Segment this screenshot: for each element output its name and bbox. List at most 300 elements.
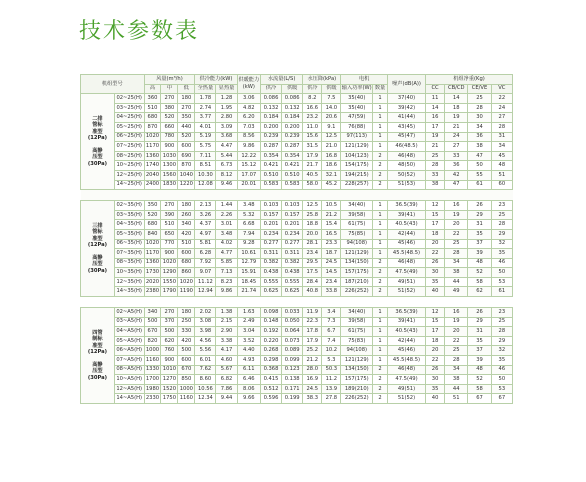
table-cell: 16 <box>426 113 445 123</box>
table-cell: 134(150) <box>341 258 373 268</box>
table-cell: 23 <box>491 201 512 211</box>
table-cell: 52 <box>468 375 491 385</box>
table-cell: 0.421 <box>282 161 303 171</box>
table-cell: 1330 <box>144 365 161 375</box>
table-cell: 520 <box>178 132 195 142</box>
table-cell: 900 <box>161 249 178 259</box>
table-cell: 16.5 <box>322 229 341 239</box>
table-cell: 1 <box>373 220 388 230</box>
table-cell: 39 <box>468 249 491 259</box>
table-cell: 0.201 <box>282 220 303 230</box>
table-cell: 39(58) <box>341 210 373 220</box>
table-cell: 820 <box>144 336 161 346</box>
table-cell: 0.287 <box>282 142 303 152</box>
table-cell: 38 <box>445 375 468 385</box>
table-cell: 1 <box>373 142 388 152</box>
table-cell: 6.28 <box>195 249 216 259</box>
table-cell: 2 <box>373 394 388 404</box>
table-cell: 1220 <box>178 180 195 190</box>
group-label-line: 管标 <box>92 122 103 129</box>
table-cell: 51 <box>491 170 512 180</box>
table-cell: 7.94 <box>237 229 260 239</box>
header-airflow-mid: 中 <box>161 84 178 94</box>
table-cell: 0.239 <box>260 132 281 142</box>
table-cell: 58 <box>468 384 491 394</box>
table-cell: 12 <box>426 201 445 211</box>
group-label-line: (30Pa) <box>87 160 107 167</box>
table-cell: 22 <box>426 249 445 259</box>
table-cell: 46(48) <box>387 258 425 268</box>
table-cell: 260 <box>178 210 195 220</box>
table-cell: 24 <box>491 103 512 113</box>
page-title: 技术参数表 <box>79 19 200 44</box>
table-cell: 39(41) <box>387 210 425 220</box>
table-cell: 0.086 <box>282 94 303 104</box>
table-row <box>81 268 513 278</box>
table-cell: 61 <box>491 287 512 297</box>
table-cell: 52 <box>468 268 491 278</box>
header-water-flow: 水流量(L/S) <box>260 75 302 85</box>
table-cell: 180 <box>178 94 195 104</box>
table-cell: 7.5 <box>322 94 341 104</box>
table-cell: 680 <box>144 113 161 123</box>
table-cell: 50 <box>491 375 512 385</box>
table-cell: 760 <box>161 346 178 356</box>
table-cell: 50(52) <box>387 170 425 180</box>
table-cell: 5.85 <box>216 258 237 268</box>
table-cell: 1790 <box>161 287 178 297</box>
table-cell: 13.9 <box>322 384 341 394</box>
table-cell: 21 <box>445 122 468 132</box>
table-cell: 1 <box>373 103 388 113</box>
header-motor: 电机 <box>341 75 388 85</box>
table-cell: 51(52) <box>387 287 425 297</box>
table-row <box>81 170 513 180</box>
model-cell: 10~A5(H) <box>114 375 144 385</box>
table-cell: 390 <box>161 210 178 220</box>
table-cell: 44 <box>445 384 468 394</box>
header-weight-ceve: CE/VE <box>468 84 491 94</box>
table-cell: 45.2 <box>322 180 341 190</box>
table-cell: 340 <box>178 220 195 230</box>
table-cell: 1190 <box>178 287 195 297</box>
table-cell: 35(40) <box>341 103 373 113</box>
table-cell: 620 <box>161 336 178 346</box>
table-cell: 2 <box>373 384 388 394</box>
table-cell: 30 <box>468 113 491 123</box>
table-cell: 1.78 <box>195 94 216 104</box>
table-cell: 16.6 <box>303 103 322 113</box>
table-cell: 16.8 <box>322 151 341 161</box>
table-cell: 420 <box>178 336 195 346</box>
table-row <box>81 394 513 404</box>
table-cell: 4.97 <box>195 229 216 239</box>
table-cell: 104(123) <box>341 151 373 161</box>
table-cell: 45(46) <box>387 239 425 249</box>
model-cell: 05~25(H) <box>114 122 144 132</box>
table-cell: 8.56 <box>237 132 260 142</box>
table-cell: 12.34 <box>195 394 216 404</box>
table-cell: 42(44) <box>387 229 425 239</box>
table-cell: 157(175) <box>341 375 373 385</box>
table-cell: 39(42) <box>387 103 425 113</box>
table-row <box>81 161 513 171</box>
table-cell: 29 <box>468 210 491 220</box>
table-cell: 420 <box>178 229 195 239</box>
table-cell: 26 <box>468 308 491 318</box>
table-cell: 6.46 <box>237 375 260 385</box>
table-row <box>81 229 513 239</box>
table-cell: 28 <box>426 161 445 171</box>
table-cell: 45.5(48.5) <box>387 356 425 366</box>
table-cell: 1360 <box>144 258 161 268</box>
table-cell: 1 <box>373 113 388 123</box>
table-cell: 1.95 <box>216 103 237 113</box>
model-cell: 04~A5(H) <box>114 327 144 337</box>
table-cell: 35 <box>468 336 491 346</box>
table-cell: 16.9 <box>303 375 322 385</box>
table-cell: 4.82 <box>237 103 260 113</box>
group-label-line: 压型 <box>92 368 103 375</box>
table-cell: 0.138 <box>282 375 303 385</box>
table-cell: 1.63 <box>237 308 260 318</box>
table-cell: 94(108) <box>341 346 373 356</box>
header-capacity-sensible: 显热量 <box>216 84 237 94</box>
table-cell: 2330 <box>144 394 161 404</box>
table-cell: 3.26 <box>195 210 216 220</box>
spec-table <box>80 74 513 404</box>
table-cell: 5.75 <box>195 142 216 152</box>
table-cell: 360 <box>144 94 161 104</box>
table-cell: 10.5 <box>322 201 341 211</box>
table-cell: 4.17 <box>216 346 237 356</box>
table-row <box>81 201 513 211</box>
table-cell: 47 <box>468 151 491 161</box>
table-cell: 61(75) <box>341 220 373 230</box>
table-cell: 6.82 <box>216 375 237 385</box>
table-cell: 18 <box>426 336 445 346</box>
table-cell: 10.30 <box>195 170 216 180</box>
table-cell: 1020 <box>161 258 178 268</box>
table-cell: 29 <box>491 229 512 239</box>
table-cell: 35 <box>468 229 491 239</box>
table-cell: 39(58) <box>341 317 373 327</box>
table-cell: 9.46 <box>216 180 237 190</box>
table-cell: 7.03 <box>237 122 260 132</box>
table-cell: 61 <box>468 180 491 190</box>
table-cell: 520 <box>144 210 161 220</box>
table-cell: 2 <box>373 268 388 278</box>
table-cell: 1270 <box>161 375 178 385</box>
table-cell: 4.02 <box>216 239 237 249</box>
table-cell: 1000 <box>144 346 161 356</box>
group-separator <box>81 190 513 201</box>
table-cell: 670 <box>144 327 161 337</box>
table-cell: 5.3 <box>322 356 341 366</box>
header-weight-vc: VC <box>491 84 512 94</box>
table-cell: 48 <box>468 258 491 268</box>
table-cell: 58 <box>468 277 491 287</box>
table-cell: 42 <box>445 170 468 180</box>
header-pressure: 水压降(kPa) <box>303 75 341 85</box>
table-cell: 0.298 <box>260 356 281 366</box>
table-cell: 6.01 <box>195 356 216 366</box>
table-row <box>81 317 513 327</box>
table-cell: 440 <box>178 122 195 132</box>
group-label <box>81 308 115 404</box>
table-cell: 32 <box>491 239 512 249</box>
table-row <box>81 239 513 249</box>
model-cell: 07~35(H) <box>114 249 144 259</box>
table-cell: 0.438 <box>282 268 303 278</box>
table-cell: 75(85) <box>341 229 373 239</box>
group-label-line: 高静 <box>92 361 103 368</box>
model-cell: 12~A5(H) <box>114 384 144 394</box>
table-cell: 0.625 <box>260 287 281 297</box>
table-cell: 0.103 <box>260 201 281 211</box>
model-cell: 04~25(H) <box>114 113 144 123</box>
group-label-line: (30Pa) <box>87 267 107 274</box>
table-cell: 1 <box>373 122 388 132</box>
table-cell: 1 <box>373 346 388 356</box>
table-cell: 25 <box>491 210 512 220</box>
table-row <box>81 249 513 259</box>
table-cell: 0.199 <box>282 394 303 404</box>
table-cell: 49 <box>445 287 468 297</box>
table-cell: 2040 <box>144 170 161 180</box>
table-cell: 0.201 <box>260 220 281 230</box>
table-cell: 33 <box>426 170 445 180</box>
table-cell: 29 <box>468 317 491 327</box>
table-cell: 33 <box>445 151 468 161</box>
header-pressure-cooling: 供冷 <box>303 84 322 94</box>
model-cell: 05~35(H) <box>114 229 144 239</box>
table-cell: 9.1 <box>322 122 341 132</box>
table-cell: 22 <box>426 356 445 366</box>
model-cell: 08~A5(H) <box>114 365 144 375</box>
table-cell: 1.38 <box>216 308 237 318</box>
table-cell: 28.0 <box>303 365 322 375</box>
table-cell: 500 <box>178 346 195 356</box>
table-cell: 0.354 <box>260 151 281 161</box>
table-cell: 0.148 <box>260 317 281 327</box>
table-cell: 3.52 <box>237 336 260 346</box>
table-cell: 2 <box>373 180 388 190</box>
table-cell: 10.61 <box>237 249 260 259</box>
table-cell: 28.4 <box>303 277 322 287</box>
table-cell: 47(59) <box>341 113 373 123</box>
model-cell: 02~A5(H) <box>114 308 144 318</box>
table-cell: 1.44 <box>216 201 237 211</box>
table-cell: 0.086 <box>260 94 281 104</box>
table-cell: 510 <box>178 239 195 249</box>
table-cell: 1 <box>373 94 388 104</box>
table-cell: 1290 <box>161 268 178 278</box>
table-cell: 3.04 <box>237 327 260 337</box>
table-cell: 40.5(43) <box>387 327 425 337</box>
table-cell: 4.77 <box>216 249 237 259</box>
table-cell: 1 <box>373 229 388 239</box>
table-cell: 22 <box>445 336 468 346</box>
table-cell: 34 <box>491 142 512 152</box>
table-cell: 330 <box>178 327 195 337</box>
table-cell: 0.132 <box>260 103 281 113</box>
table-cell: 2 <box>373 375 388 385</box>
group-label-line: 高静 <box>92 254 103 261</box>
table-row <box>81 151 513 161</box>
model-cell: 07~25(H) <box>114 142 144 152</box>
table-cell: 1040 <box>178 170 195 180</box>
table-cell: 9.28 <box>237 239 260 249</box>
table-cell: 1 <box>373 249 388 259</box>
table-cell: 37 <box>468 239 491 249</box>
table-row <box>81 356 513 366</box>
table-cell: 21 <box>426 142 445 152</box>
table-row <box>81 277 513 287</box>
table-cell: 24 <box>445 132 468 142</box>
table-cell: 650 <box>161 229 178 239</box>
header-weight-cc: CC <box>426 84 445 94</box>
model-cell: 07~A5(H) <box>114 356 144 366</box>
table-cell: 0.354 <box>282 151 303 161</box>
table-cell: 2 <box>373 258 388 268</box>
model-cell: 03~25(H) <box>114 103 144 113</box>
table-cell: 0.583 <box>282 180 303 190</box>
table-cell: 27.8 <box>322 394 341 404</box>
table-cell: 50.3 <box>322 365 341 375</box>
table-row <box>81 220 513 230</box>
table-cell: 11.2 <box>322 375 341 385</box>
model-cell: 02~35(H) <box>114 201 144 211</box>
table-cell: 1170 <box>144 142 161 152</box>
model-cell: 06~A5(H) <box>114 346 144 356</box>
table-cell: 40 <box>426 287 445 297</box>
table-cell: 670 <box>178 365 195 375</box>
model-cell: 10~25(H) <box>114 161 144 171</box>
table-cell: 0.510 <box>260 170 281 180</box>
table-cell: 250 <box>178 317 195 327</box>
group-label-line: 高静 <box>92 147 103 154</box>
table-cell: 55 <box>468 170 491 180</box>
table-cell: 3.48 <box>216 229 237 239</box>
table-cell: 10.2 <box>322 346 341 356</box>
table-cell: 1160 <box>144 356 161 366</box>
table-cell: 1 <box>373 356 388 366</box>
table-cell: 4.47 <box>216 142 237 152</box>
table-cell: 0.098 <box>260 308 281 318</box>
table-cell: 270 <box>161 201 178 211</box>
table-cell: 270 <box>161 94 178 104</box>
model-cell: 05~A5(H) <box>114 336 144 346</box>
table-cell: 12.79 <box>237 258 260 268</box>
table-cell: 3.48 <box>237 201 260 211</box>
table-cell: 134(150) <box>341 365 373 375</box>
table-cell: 1740 <box>144 161 161 171</box>
table-cell: 21.0 <box>322 142 341 152</box>
table-cell: 25 <box>468 94 491 104</box>
table-cell: 21.2 <box>303 356 322 366</box>
table-cell: 18.45 <box>237 277 260 287</box>
table-cell: 2.13 <box>195 201 216 211</box>
table-cell: 2.80 <box>216 113 237 123</box>
table-cell: 600 <box>178 142 195 152</box>
table-cell: 0.073 <box>282 336 303 346</box>
table-cell: 24.5 <box>322 258 341 268</box>
table-cell: 25 <box>445 239 468 249</box>
table-cell: 11.9 <box>303 308 322 318</box>
table-cell: 0.311 <box>260 249 281 259</box>
group-label-line: 准型 <box>92 128 103 135</box>
table-cell: 30 <box>426 375 445 385</box>
table-cell: 51(52) <box>387 394 425 404</box>
group-label-line: 四管 <box>92 329 103 336</box>
table-cell: 19 <box>445 210 468 220</box>
table-cell: 26 <box>468 201 491 211</box>
table-cell: 53 <box>491 277 512 287</box>
table-cell: 18.6 <box>322 161 341 171</box>
table-cell: 1 <box>373 317 388 327</box>
table-row <box>81 210 513 220</box>
table-cell: 3.38 <box>216 336 237 346</box>
table-cell: 40 <box>426 394 445 404</box>
table-cell: 37 <box>468 346 491 356</box>
table-cell: 38.3 <box>303 394 322 404</box>
table-cell: 0.625 <box>282 287 303 297</box>
table-cell: 40.5(43) <box>387 220 425 230</box>
group-label <box>81 201 115 297</box>
table-cell: 0.596 <box>260 394 281 404</box>
model-cell: 08~25(H) <box>114 151 144 161</box>
table-cell: 340 <box>144 308 161 318</box>
model-cell: 06~35(H) <box>114 239 144 249</box>
table-cell: 0.103 <box>282 201 303 211</box>
table-cell: 29.5 <box>303 258 322 268</box>
table-body <box>81 94 513 404</box>
table-cell: 46(48) <box>387 365 425 375</box>
table-cell: 23.4 <box>322 277 341 287</box>
table-cell: 8.12 <box>216 170 237 180</box>
table-cell: 9.07 <box>195 268 216 278</box>
table-cell: 0.512 <box>260 384 281 394</box>
table-cell: 0.438 <box>260 268 281 278</box>
model-cell: 03~35(H) <box>114 210 144 220</box>
table-cell: 9.66 <box>237 394 260 404</box>
table-cell: 45(46) <box>387 346 425 356</box>
table-row <box>81 336 513 346</box>
table-cell: 7.13 <box>216 268 237 278</box>
header-airflow: 风量(m³/h) <box>144 75 195 85</box>
table-cell: 19 <box>426 132 445 142</box>
table-cell: 34(40) <box>341 201 373 211</box>
table-cell: 19 <box>445 317 468 327</box>
table-cell: 0.200 <box>282 122 303 132</box>
table-cell: 1 <box>373 239 388 249</box>
table-cell: 25.8 <box>303 210 322 220</box>
table-cell: 3.01 <box>216 220 237 230</box>
table-cell: 1020 <box>178 277 195 287</box>
table-cell: 8.60 <box>195 375 216 385</box>
table-cell: 75(83) <box>341 336 373 346</box>
table-cell: 44 <box>445 277 468 287</box>
table-cell: 28 <box>468 103 491 113</box>
table-cell: 28 <box>491 220 512 230</box>
table-cell: 2 <box>373 151 388 161</box>
table-cell: 15.12 <box>237 161 260 171</box>
table-cell: 3.4 <box>322 308 341 318</box>
table-cell: 1 <box>373 308 388 318</box>
table-cell: 14 <box>426 103 445 113</box>
table-cell: 36.5(39) <box>387 308 425 318</box>
